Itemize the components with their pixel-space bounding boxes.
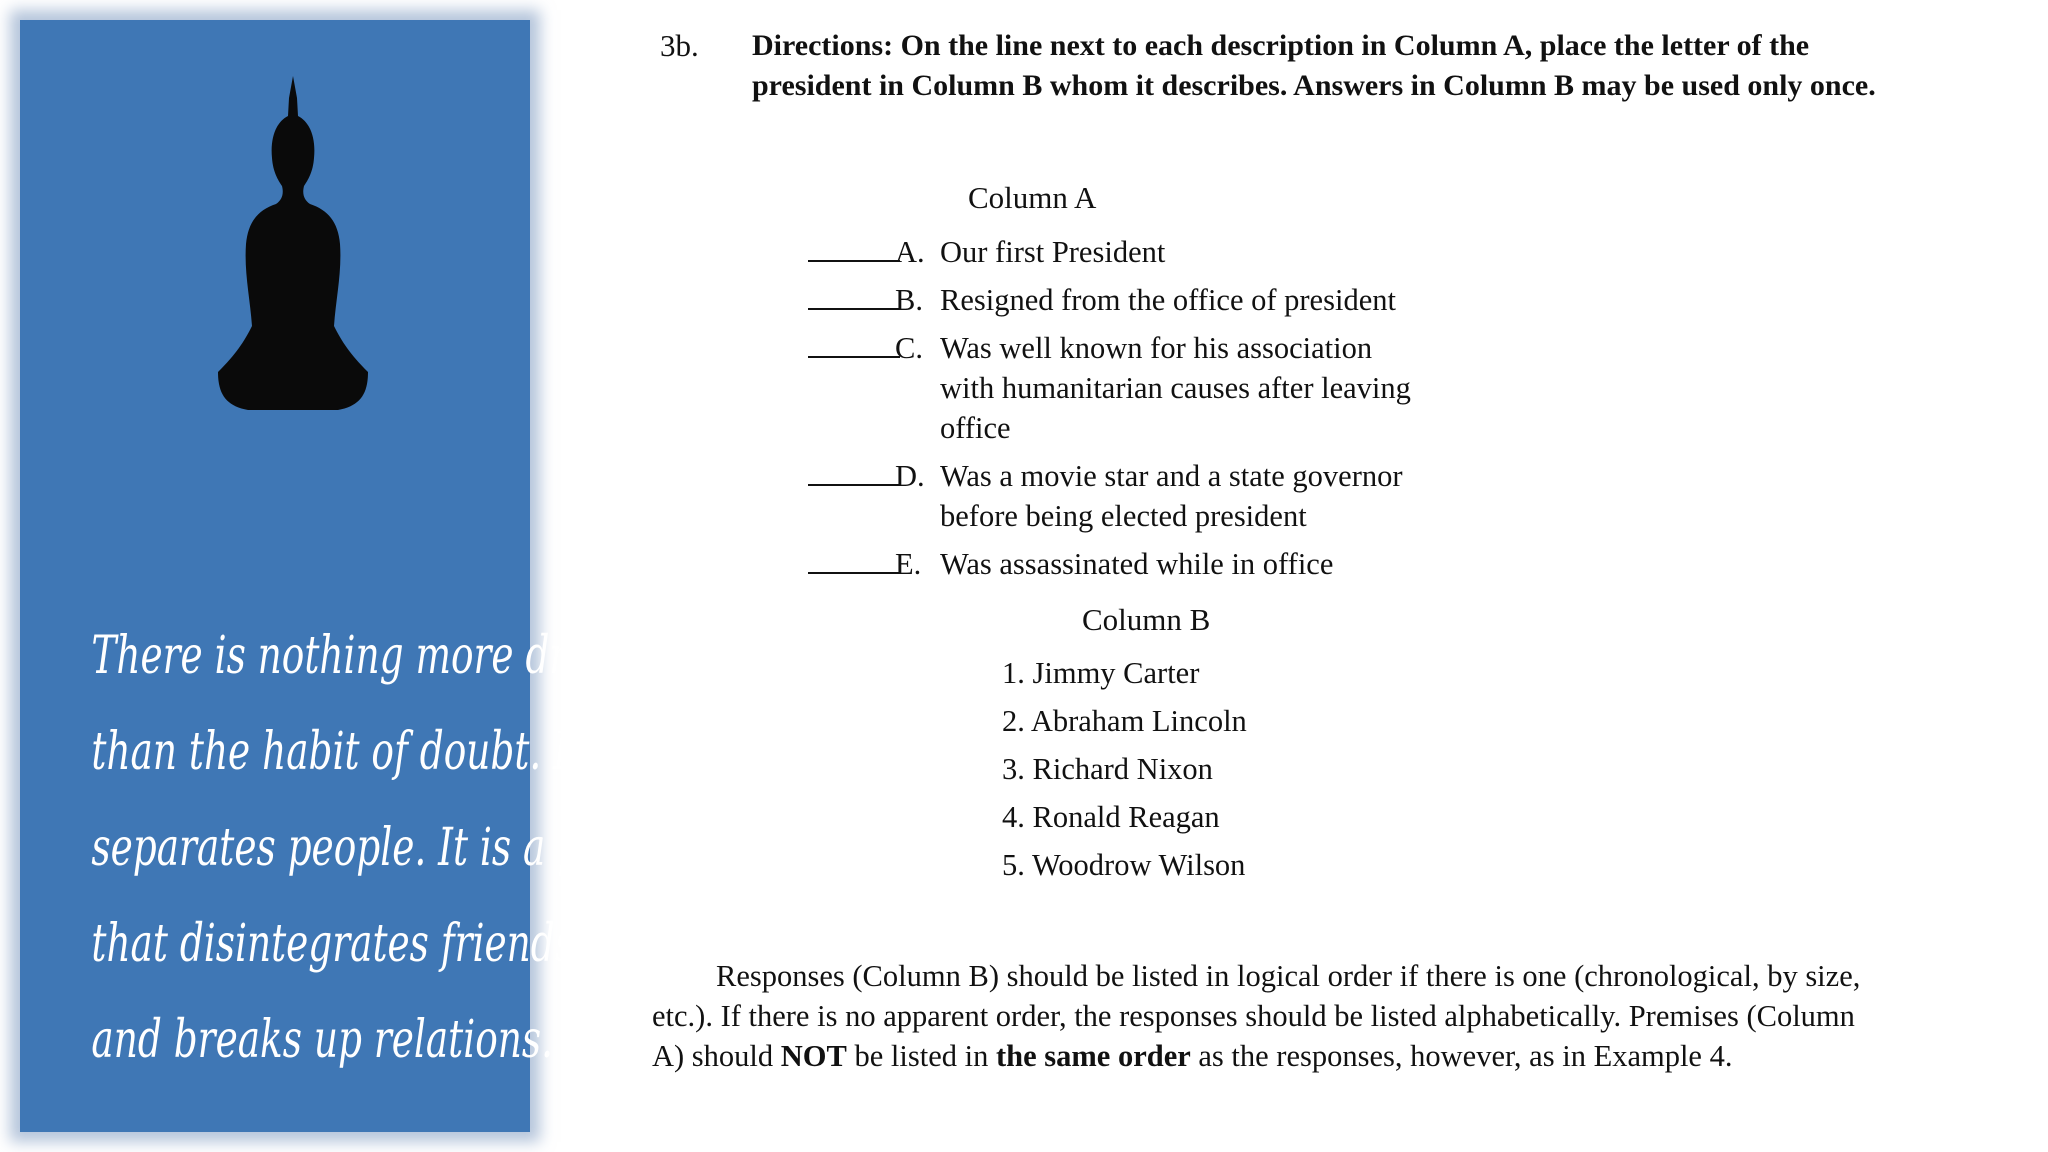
item-text: Our first President [940,235,1166,269]
quote-line: than the habit of doubt. Doubt [91,722,669,782]
note-text: be listed in [846,1039,996,1073]
item-letter: C. [895,331,923,365]
blank-line [808,232,900,262]
blank-line [808,456,900,486]
question-number: 3b. [660,28,699,63]
item-text: Was well known for his association [940,331,1373,365]
blank-line [808,544,900,574]
item-text: with humanitarian causes after leaving [940,371,1411,405]
item-text: Was assassinated while in office [940,547,1334,581]
answer-blank[interactable] [808,544,900,584]
column-b-item: 2. Abraham Lincoln [1002,704,1247,738]
item-text: Resigned from the office of president [940,283,1396,317]
note-emphasis: NOT [780,1039,847,1073]
column-a-item [808,456,1608,540]
item-letter: B. [895,283,923,317]
answer-blank[interactable] [808,328,900,368]
quote-line: There is nothing more dreadful [91,626,686,686]
answer-blank[interactable] [808,232,900,272]
item-letter: E. [895,547,922,581]
blank-line [808,280,900,310]
directions-text: Directions: On the line next to each description in Column A, place the letter of the president in Column B whom it describes. Answers in Column B may be used only once. [752,29,1876,102]
column-b-item: 3. Richard Nixon [1002,752,1213,786]
column-a-item [808,328,1608,452]
note-paragraph [652,956,1882,1076]
column-a-item [808,280,1608,324]
item-letter: A. [895,235,925,269]
column-a-header: Column A [968,180,1097,215]
quote-line: separates people. It is a poison [91,818,682,878]
item-letter: D. [895,459,925,493]
quote-line: that disintegrates friendships [91,914,654,974]
item-text: Was a movie star and a state governor [940,459,1403,493]
column-b-item: 1. Jimmy Carter [1002,656,1200,690]
note-text: as the responses, however, as in Example 4. [1190,1039,1733,1073]
note-emphasis: the same order [995,1039,1191,1073]
column-a-item [808,544,1608,588]
note-text: Responses (Column B) should be listed in logical order if there is one (chronological, by size, etc.). If there is no apparent order, the responses should be listed alphabetically. Premises (Column A) should [652,959,1861,1073]
column-b-item: 5. Woodrow Wilson [1002,848,1246,882]
quote-line: and breaks up relations. [91,1010,553,1070]
column-b-item: 4. Ronald Reagan [1002,800,1220,834]
answer-blank[interactable] [808,456,900,496]
answer-blank[interactable] [808,280,900,320]
column-b-header: Column B [1082,602,1211,637]
item-text: before being elected president [940,499,1307,533]
item-text: office [940,411,1011,445]
blank-line [808,328,900,358]
column-a-item [808,232,1608,276]
